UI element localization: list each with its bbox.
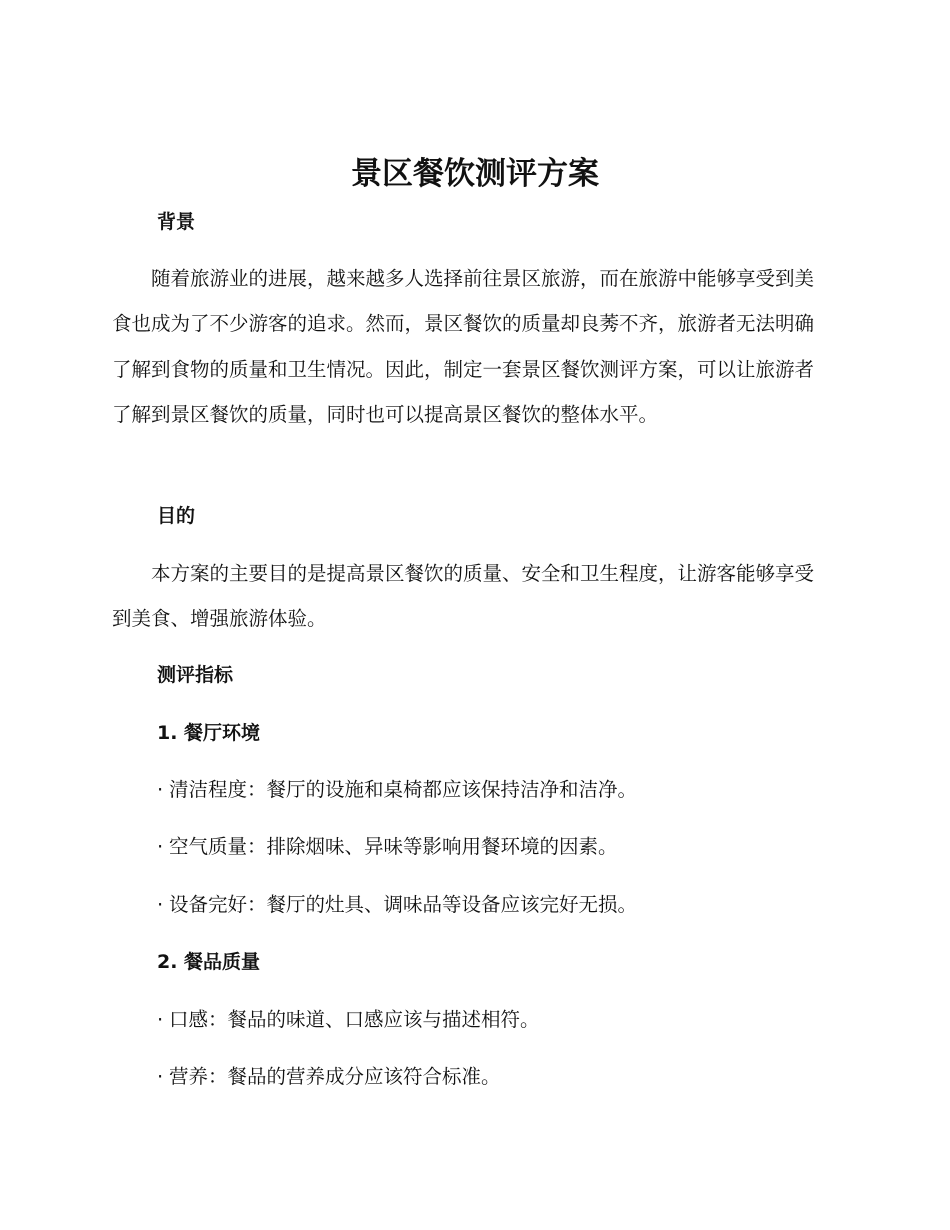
section-heading-purpose: 目的 xyxy=(157,505,196,527)
list-item xyxy=(157,1006,540,1034)
subsection-heading-food-quality: 2. 餐品质量 xyxy=(157,951,261,973)
list-item xyxy=(157,891,637,919)
list-item xyxy=(157,776,637,804)
list-item-text: 清洁程度：餐厅的设施和桌椅都应该保持洁净和洁净。 xyxy=(169,778,638,801)
bullet-icon: · xyxy=(157,778,164,801)
list-item xyxy=(157,1063,501,1091)
document-title: 景区餐饮测评方案 xyxy=(351,156,599,192)
list-item xyxy=(157,833,618,861)
list-item-text: 设备完好：餐厅的灶具、调味品等设备应该完好无损。 xyxy=(169,893,638,916)
subsection-heading-environment: 1. 餐厅环境 xyxy=(157,722,261,744)
bullet-icon: · xyxy=(157,1008,164,1031)
background-paragraph: 随着旅游业的进展，越来越多人选择前往景区旅游，而在旅游中能够享受到美食也成为了不少游客的追求。然而，景区餐饮的质量却良莠不齐，旅游者无法明确了解到食物的质量和卫生情况。因此，制定一套景区餐饮测评方案，可以让旅游者了解到景区餐饮的质量，同时也可以提高景区餐饮的整体水平。 xyxy=(112,267,815,427)
bullet-icon: · xyxy=(157,1065,164,1088)
list-item-text: 口感：餐品的味道、口感应该与描述相符。 xyxy=(169,1008,540,1031)
bullet-icon: · xyxy=(157,893,164,916)
section-heading-indicators: 测评指标 xyxy=(157,664,234,686)
section-heading-background: 背景 xyxy=(157,211,196,233)
bullet-icon: · xyxy=(157,835,164,858)
purpose-paragraph: 本方案的主要目的是提高景区餐饮的质量、安全和卫生程度，让游客能够享受到美食、增强旅游体验。 xyxy=(112,562,815,631)
list-item-text: 营养：餐品的营养成分应该符合标准。 xyxy=(169,1065,501,1088)
list-item-text: 空气质量：排除烟味、异味等影响用餐环境的因素。 xyxy=(169,835,618,858)
